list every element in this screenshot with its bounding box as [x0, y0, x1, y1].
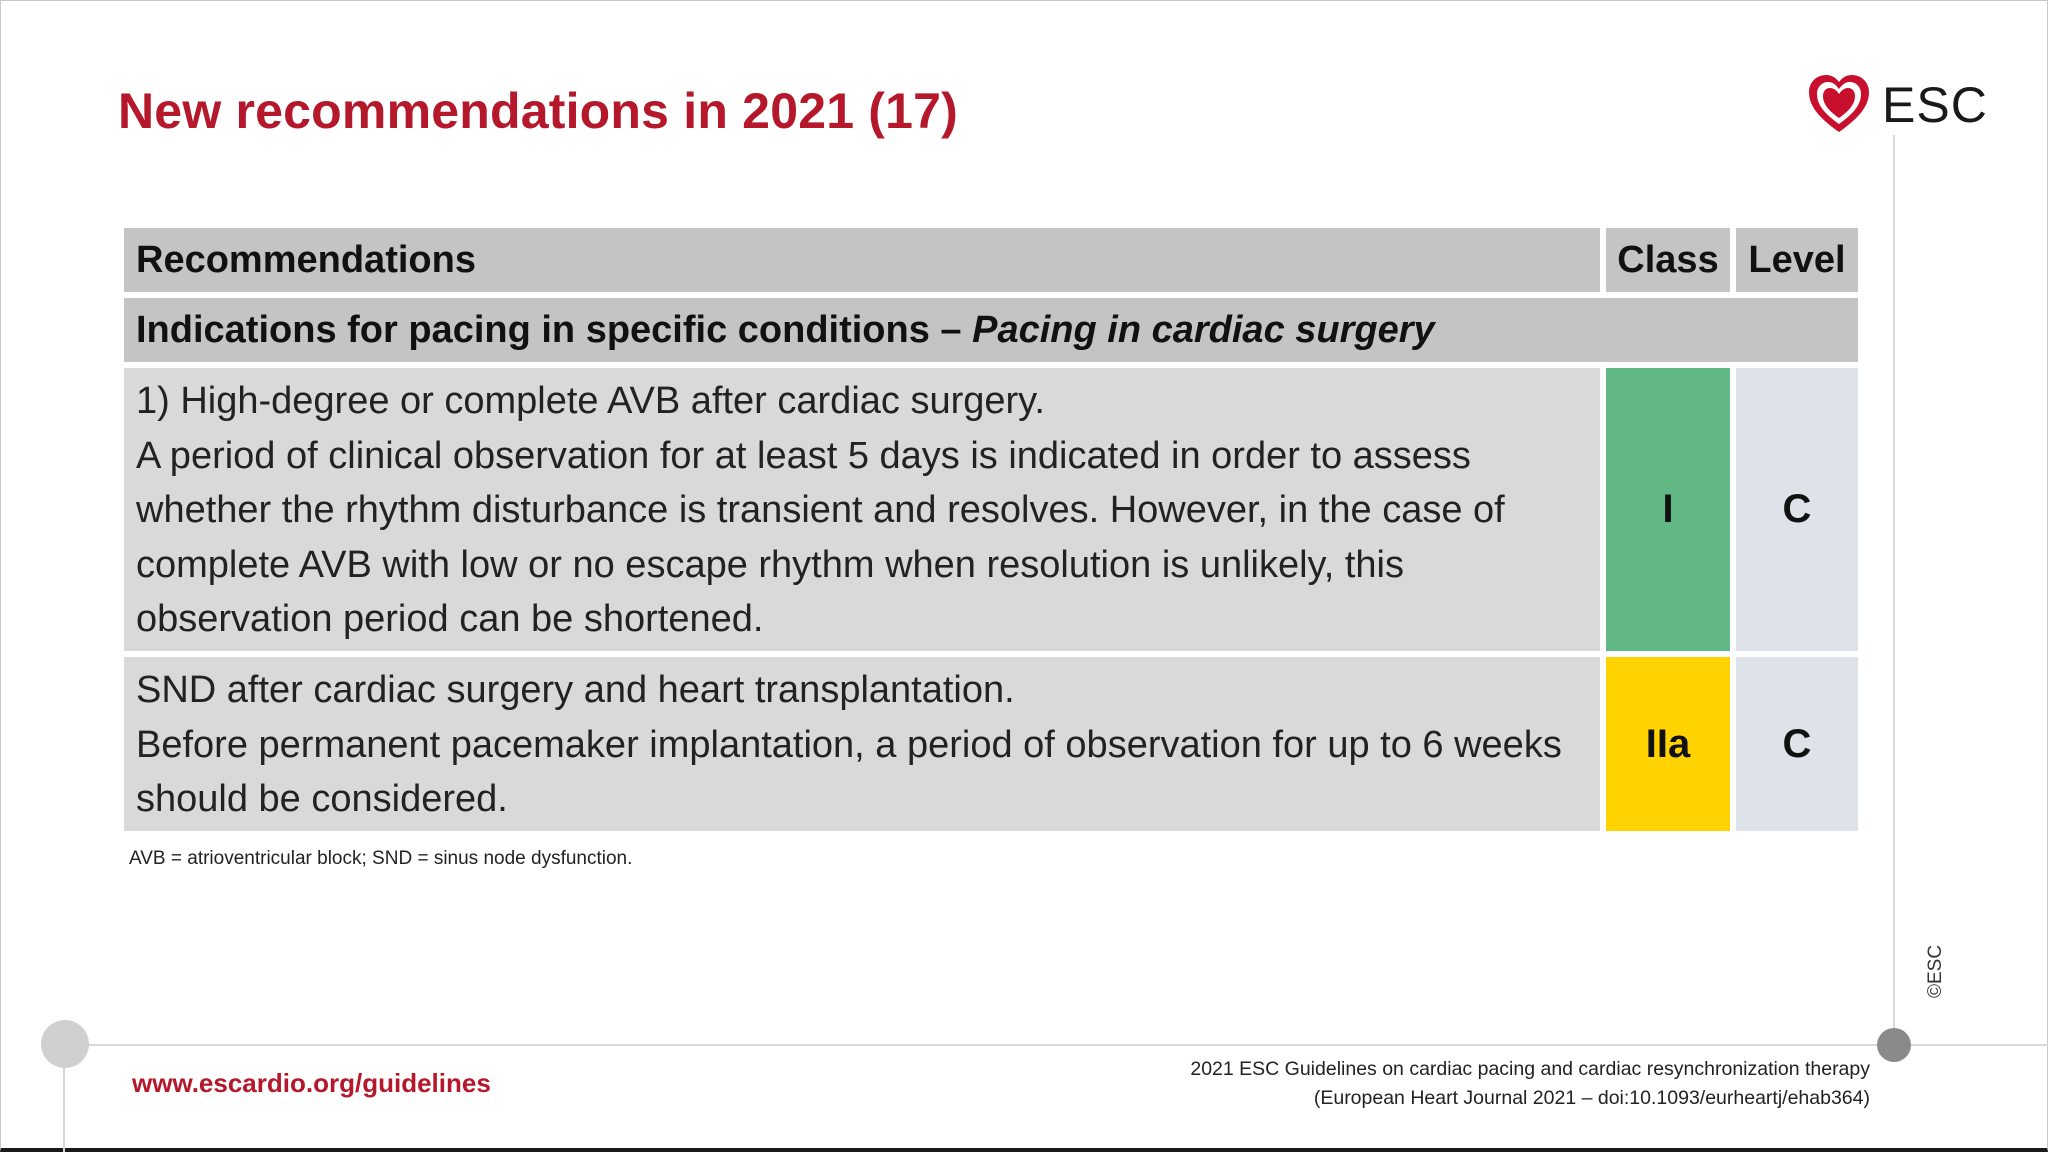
table-row [124, 657, 1858, 831]
abbreviations-footnote: AVB = atrioventricular block; SND = sinus node dysfunction. [129, 848, 633, 869]
decor-dot-right [1877, 1028, 1911, 1062]
class-cell [1606, 368, 1730, 651]
level-cell [1736, 368, 1858, 651]
table-header-row [124, 228, 1858, 292]
esc-logo [1806, 70, 1988, 140]
recommendation-text: SND after cardiac surgery and heart transplantation. Before permanent pacemaker implantation, a period of observation for up to 6 weeks should be considered. [124, 657, 1600, 831]
decor-line-horizontal [63, 1044, 2048, 1046]
header-level: Level [1736, 228, 1858, 292]
recommendation-text: 1) High-degree or complete AVB after cardiac surgery. A period of clinical observation for at least 5 days is indicated in order to assess whether the rhythm disturbance is transient and resolves. However, in the case of complete AVB with low or no escape rhythm when resolution is unlikely, this observation period can be shortened. [124, 368, 1600, 651]
slide-title: New recommendations in 2021 (17) [118, 83, 959, 139]
recommendations-table [124, 228, 1858, 837]
citation-line-2: (European Heart Journal 2021 – doi:10.1093/eurheartj/ehab364) [1313, 1087, 1870, 1109]
guidelines-link[interactable]: www.escardio.org/guidelines [132, 1068, 491, 1098]
section-header [124, 298, 1858, 362]
class-value: IIa [1645, 721, 1691, 766]
decor-line-vertical-right [1893, 135, 1895, 1040]
citation [1190, 1055, 1870, 1113]
class-cell [1606, 657, 1730, 831]
section-title: Indications for pacing in specific conditions – [136, 308, 973, 351]
level-value: C [1782, 721, 1812, 766]
header-class: Class [1606, 228, 1730, 292]
class-value: I [1662, 487, 1674, 531]
decor-dot-left [41, 1020, 89, 1068]
copyright-label: ©ESC [1925, 944, 1946, 998]
citation-line-1: 2021 ESC Guidelines on cardiac pacing and cardiac resynchronization therapy [1190, 1058, 1870, 1080]
table-row [124, 368, 1858, 651]
heart-icon [1806, 72, 1872, 138]
logo-text: ESC [1882, 77, 1988, 133]
section-subtitle: Pacing in cardiac surgery [972, 308, 1435, 351]
header-recommendations: Recommendations [124, 228, 1600, 292]
level-value: C [1782, 487, 1812, 531]
level-cell [1736, 657, 1858, 831]
